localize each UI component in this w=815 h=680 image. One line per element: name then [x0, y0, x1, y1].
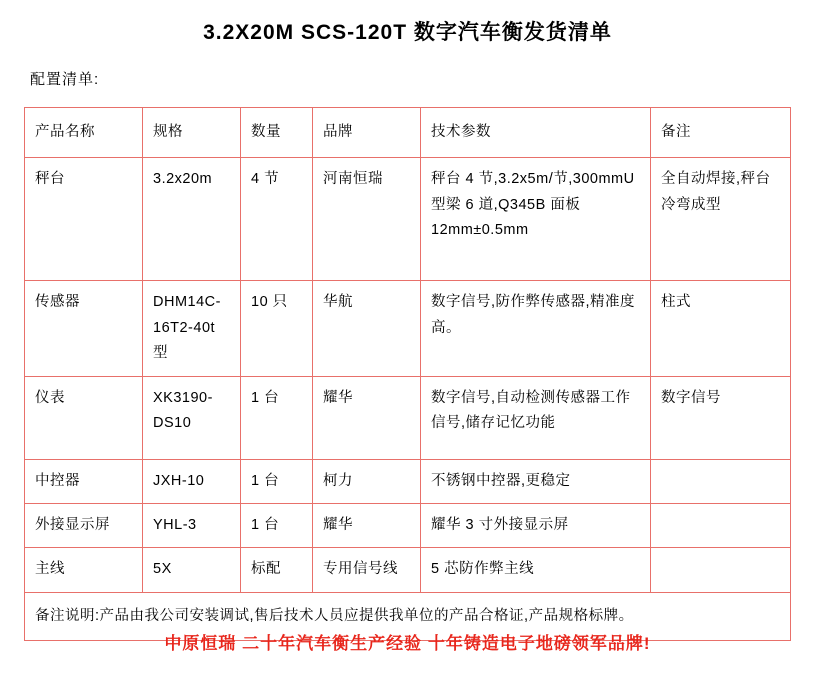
cell-params: 数字信号,自动检测传感器工作信号,储存记忆功能: [421, 376, 651, 459]
table-row: [25, 503, 791, 547]
cell-params: 5 芯防作弊主线: [421, 548, 651, 592]
cell-spec: DHM14C-16T2-40t 型: [143, 281, 241, 376]
cell-spec: 5X: [143, 548, 241, 592]
table-row: [25, 548, 791, 592]
column-header-name: 产品名称: [25, 108, 143, 158]
cell-brand: 耀华: [313, 376, 421, 459]
spec-table: [24, 107, 791, 641]
cell-note: 备注说明:产品由我公司安装调试,售后技术人员应提供我单位的产品合格证,产品规格标牌。: [25, 592, 791, 640]
table-row: [25, 459, 791, 503]
cell-brand: 专用信号线: [313, 548, 421, 592]
cell-params: 不锈钢中控器,更稳定: [421, 459, 651, 503]
column-header-spec: 规格: [143, 108, 241, 158]
cell-name: 主线: [25, 548, 143, 592]
subtitle-label: 配置清单:: [30, 71, 100, 88]
cell-name: 秤台: [25, 158, 143, 281]
cell-qty: 1 台: [241, 503, 313, 547]
cell-brand: 河南恒瑞: [313, 158, 421, 281]
cell-name: 仪表: [25, 376, 143, 459]
cell-remark: [651, 503, 791, 547]
cell-qty: 标配: [241, 548, 313, 592]
cell-brand: 柯力: [313, 459, 421, 503]
cell-qty: 1 台: [241, 459, 313, 503]
cell-brand: 耀华: [313, 503, 421, 547]
cell-remark: 柱式: [651, 281, 791, 376]
cell-spec: XK3190-DS10: [143, 376, 241, 459]
cell-name: 中控器: [25, 459, 143, 503]
cell-qty: 1 台: [241, 376, 313, 459]
cell-qty: 10 只: [241, 281, 313, 376]
table-row: [25, 376, 791, 459]
cell-brand: 华航: [313, 281, 421, 376]
cell-qty: 4 节: [241, 158, 313, 281]
cell-spec: YHL-3: [143, 503, 241, 547]
spec-table-container: [24, 107, 791, 641]
table-header-row: [25, 108, 791, 158]
table-row: [25, 158, 791, 281]
column-header-remark: 备注: [651, 108, 791, 158]
cell-params: 秤台 4 节,3.2x5m/节,300mmU 型梁 6 道,Q345B 面板 12mm±0.5mm: [421, 158, 651, 281]
cell-params: 数字信号,防作弊传感器,精准度高。: [421, 281, 651, 376]
cell-spec: 3.2x20m: [143, 158, 241, 281]
cell-remark: [651, 548, 791, 592]
cell-params: 耀华 3 寸外接显示屏: [421, 503, 651, 547]
table-row: [25, 281, 791, 376]
cell-remark: [651, 459, 791, 503]
page-title: 3.2X20M SCS-120T 数字汽车衡发货清单: [203, 21, 612, 44]
cell-name: 外接显示屏: [25, 503, 143, 547]
footer-slogan: 中原恒瑞 二十年汽车衡生产经验 十年铸造电子地磅领军品牌!: [164, 634, 651, 653]
cell-remark: 全自动焊接,秤台冷弯成型: [651, 158, 791, 281]
column-header-params: 技术参数: [421, 108, 651, 158]
cell-spec: JXH-10: [143, 459, 241, 503]
column-header-qty: 数量: [241, 108, 313, 158]
column-header-brand: 品牌: [313, 108, 421, 158]
cell-name: 传感器: [25, 281, 143, 376]
cell-remark: 数字信号: [651, 376, 791, 459]
